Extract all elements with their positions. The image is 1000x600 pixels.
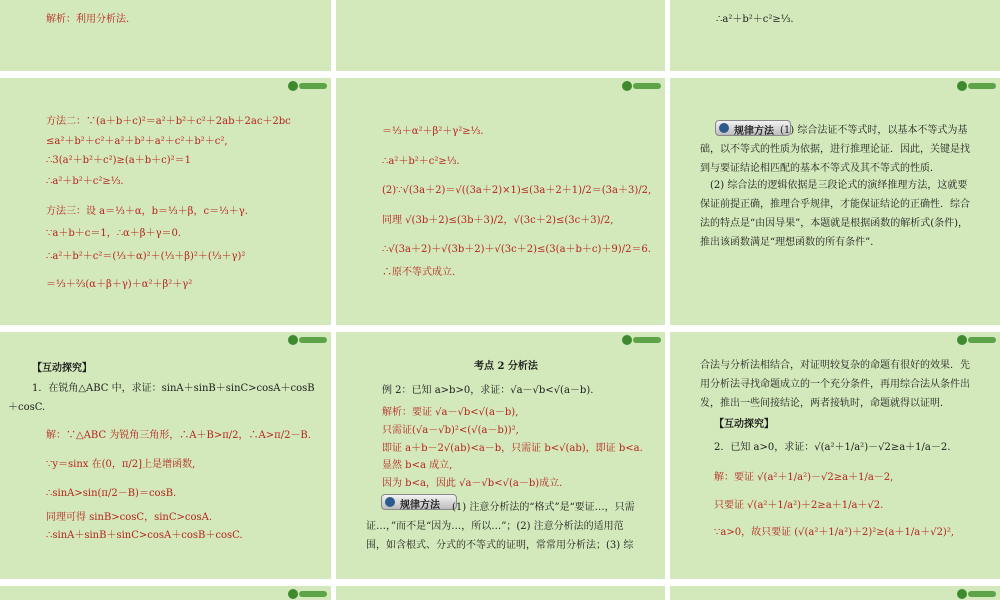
slide-top-bar [0,583,331,586]
slide-top-bar [670,75,1000,78]
slide-top-bar [0,75,331,78]
method-line: ＝⅓＋⅔(α＋β＋γ)＋α²＋β²＋γ² [46,279,193,290]
solution-line: ∵y＝sinx 在(0，π/2]上是增函数, [46,459,196,470]
logo-icon [287,80,329,92]
logo-icon [287,334,329,346]
slide-9 [670,329,1000,579]
section-heading: 【互动探究】 [714,419,774,430]
badge-label: 规律方法 [734,126,774,137]
slide-11 [336,583,665,600]
logo-icon [956,80,998,92]
method-line: ∴a²＋b²＋c²＝(⅓＋α)²＋(⅓＋β)²＋(⅓＋γ)² [46,251,246,262]
badge-label: 规律方法 [400,500,440,511]
section-heading: 【互动探究】 [32,363,92,374]
logo-icon [287,588,329,600]
method-line: ∵a＋b＋c＝1，∴α＋β＋γ＝0. [46,228,182,239]
method-line: ≤a²＋b²＋c²＋a²＋b²＋a²＋c²＋b²＋c², [46,136,228,147]
topic-title: 考点 2 分析法 [474,361,538,372]
solution-line: 只要证 √(a²＋1/a²)＋2≥a＋1/a＋√2. [714,500,884,511]
proof-line: ∴a²＋b²＋c²≥⅓. [382,156,460,167]
slide-top-bar [336,75,665,78]
conclusion-line: ∴a²＋b²＋c²≥⅓. [716,14,794,25]
slide-10 [0,583,331,600]
slide-top-bar [670,329,1000,332]
solution-line: 同理可得 sinB>cosC，sinC>cosA. [46,512,213,523]
logo-icon [956,588,998,600]
method-paragraph: 合法与分析法相结合，对证明较复杂的命题有很好的效果．先用分析法寻找命题成立的一个充分条件，再用综合法从条件出发，推出一些间接结论，两者接轨时，命题就得以证明． [700,360,970,409]
logo-icon [621,80,663,92]
method-line: ∴3(a²＋b²＋c²)≥(a＋b＋c)²＝1 [46,155,192,166]
logo-icon [956,334,998,346]
slide-3 [670,0,1000,71]
analysis-line: 解析：利用分析法. [46,14,130,25]
analysis-line: 解析：要证 √a－√b<√(a－b), [382,407,519,418]
slide-top-bar [0,329,331,332]
question-line: 1．在锐角△ABC 中，求证：sinA＋sinB＋sinC>cosA＋cosB [32,383,315,394]
proof-line: (2)∵√(3a＋2)＝√((3a＋2)×1)≤(3a＋2＋1)/2＝(3a＋3)/2, [382,185,652,196]
method-line: 方法三：设 a＝⅓＋α，b＝⅓＋β，c＝⅓＋γ. [46,206,248,217]
proof-line: ∴原不等式成立. [382,267,456,278]
solution-line: 解：∵△ABC 为锐角三角形，∴A＋B>π/2，∴A>π/2－B. [46,430,311,441]
analysis-line: 只需证(√a－√b)²<(√(a－b))², [382,425,519,436]
slide-4 [0,75,331,325]
example-line: 例 2：已知 a>b>0，求证：√a－√b<√(a－b). [382,385,594,396]
proof-line: ∴√(3a＋2)＋√(3b＋2)＋√(3c＋2)≤(3(a＋b＋c)＋9)/2＝6. [382,244,651,255]
solution-line: ∵a>0，故只要证 (√(a²＋1/a²)＋2)²≥(a＋1/a＋√2)², [714,527,955,538]
slide-top-bar [336,329,665,332]
slide-12 [670,583,1000,600]
solution-line: 解：要证 √(a²＋1/a²)－√2≥a＋1/a－2, [714,472,894,483]
proof-line: ＝⅓＋α²＋β²＋γ²≥⅓. [382,126,484,137]
analysis-line: 显然 b<a 成立, [382,460,453,471]
slide-7 [0,329,331,579]
slide-1 [0,0,331,71]
analysis-line: 即证 a＋b－2√(ab)<a－b，只需证 b<√(ab)，即证 b<a. [382,443,643,454]
rule-paragraph-1: (1) 综合法证不等式时，以基本不等式为基础，以不等式的性质为依据，进行推理论证．因此，关键是找到与要证结论相匹配的基本不等式及其不等式的性质． [700,125,970,174]
rule-paragraph: (1) 注意分析法的“格式”是“要证…，只需证…，”而不是“因为…，所以…”；(2) 注意分析法的适用范围，如含根式、分式的不等式的证明，常常用分析法；(3) 综 [366,502,635,551]
method-line: ∴a²＋b²＋c²≥⅓. [46,176,124,187]
analysis-line: 因为 b<a，因此 √a－√b<√(a－b)成立. [382,478,563,489]
slide-8 [336,329,665,579]
slide-5 [336,75,665,325]
logo-icon [621,334,663,346]
question-line: ＋cosC. [8,402,46,413]
proof-line: 同理 √(3b＋2)≤(3b＋3)/2，√(3c＋2)≤(3c＋3)/2, [382,215,614,226]
slide-2 [336,0,665,71]
question-line: 2．已知 a>0，求证：√(a²＋1/a²)－√2≥a＋1/a－2. [714,442,951,453]
slide-top-bar [336,583,665,586]
solution-line: ∴sinA＋sinB＋sinC>cosA＋cosB＋cosC. [46,530,243,541]
rule-paragraph-2: (2) 综合法的逻辑依据是三段论式的演绎推理方法，这就要保证前提正确，推理合乎规律，才能保证结论的正确性．综合法的特点是“由因导果”，本题就是根据函数的解析式(条件)，推出该函数满足“理想函数的所有条件”． [700,180,970,248]
slide-top-bar [670,583,1000,586]
method-line: 方法二：∵(a＋b＋c)²＝a²＋b²＋c²＋2ab＋2ac＋2bc [46,116,291,127]
solution-line: ∴sinA>sin(π/2－B)＝cosB. [46,488,177,499]
slide-6 [670,75,1000,325]
